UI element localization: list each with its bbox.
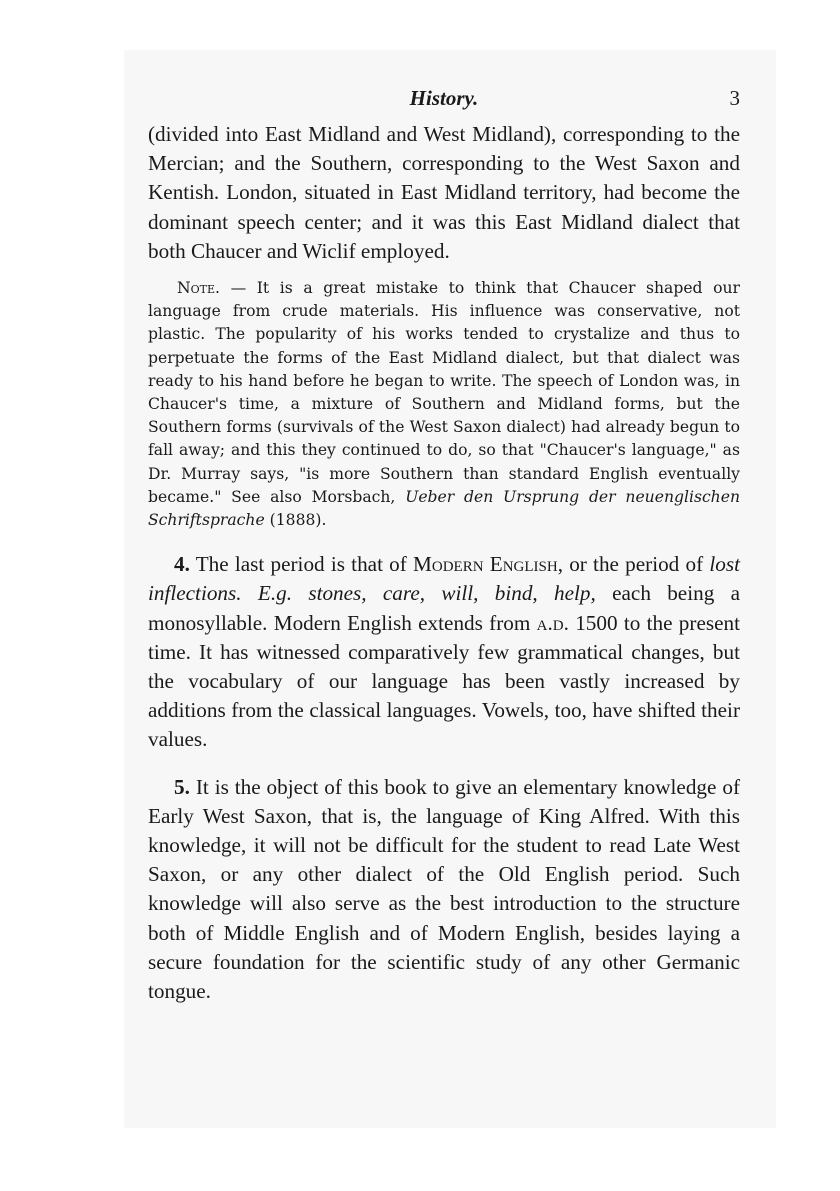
examples-list: E.g. stones, care, will, bind, help, xyxy=(257,581,596,606)
section-4-text-4: 1500 to the present time. It has witnessed comparatively few grammatical changes, but the vocabulary of our language has been vastly increased by additions from the classical languages. Vowels, too, have shifted their values. xyxy=(148,610,740,752)
paragraph-continuation: (divided into East Midland and West Midland), corresponding to the Mercian; and the Southern, corresponding to the West Saxon and Kentish. London, situated in East Midland territory, had become the dominant speech center; and it was this East Midland dialect that both Chaucer and Wiclif employed. xyxy=(148,122,740,263)
note-label: Note. xyxy=(177,279,220,298)
section-4-number: 4. xyxy=(174,552,190,577)
note-text: It is a great mistake to think that Chaucer shaped our language from crude materials. His influence was conservative, not plastic. The popularity of his works tended to crystalize and thus to perpetuate the forms of the East Midland dialect, but that dialect was ready to his hand before he began to write. The speech of London was, in Chaucer's time, a mixture of Southern and Midland forms, but the Southern forms (survivals of the West Saxon dialect) had already begun to fall away; and this they continued to do, so that "Chaucer's language," as Dr. Murray says, "is more Southern than standard English eventually became." See also Morsbach, xyxy=(148,279,740,506)
page-content xyxy=(148,84,740,1006)
running-title: History. xyxy=(409,86,479,110)
section-5-number: 5. xyxy=(174,774,190,799)
section-4-text-3: each being a monosyllable. Modern English extends from xyxy=(148,581,740,635)
section-4-text-1: The last period is that of xyxy=(189,552,414,577)
section-4-text-2: , or the period of xyxy=(557,552,710,577)
section-5 xyxy=(148,773,740,1007)
section-4 xyxy=(148,550,740,754)
page-number: 3 xyxy=(729,86,740,110)
note-book-title: Ueber den Ursprung der neuenglischen Schriftsprache xyxy=(148,487,740,530)
note-year: (1888). xyxy=(264,511,327,530)
running-head xyxy=(148,84,740,120)
modern-english-term: Modern English xyxy=(413,552,558,577)
section-4-space xyxy=(242,581,258,605)
note-dash: — xyxy=(220,279,257,298)
section-5-text: It is the object of this book to give an elementary knowledge of Early West Saxon, that is, the language of King Alfred. With this knowledge, it will not be difficult for the student to read Late West Saxon, or any other dialect of the Old English period. Such knowledge will also serve as the best introduction to the structure both of Middle English and of Modern English, besides laying a secure foundation for the scientific study of any other Germanic tongue. xyxy=(148,774,740,1004)
lost-inflections-term: lost inflections. xyxy=(148,552,740,606)
note-paragraph xyxy=(148,277,740,532)
era-abbrev: a.d. xyxy=(536,610,569,635)
